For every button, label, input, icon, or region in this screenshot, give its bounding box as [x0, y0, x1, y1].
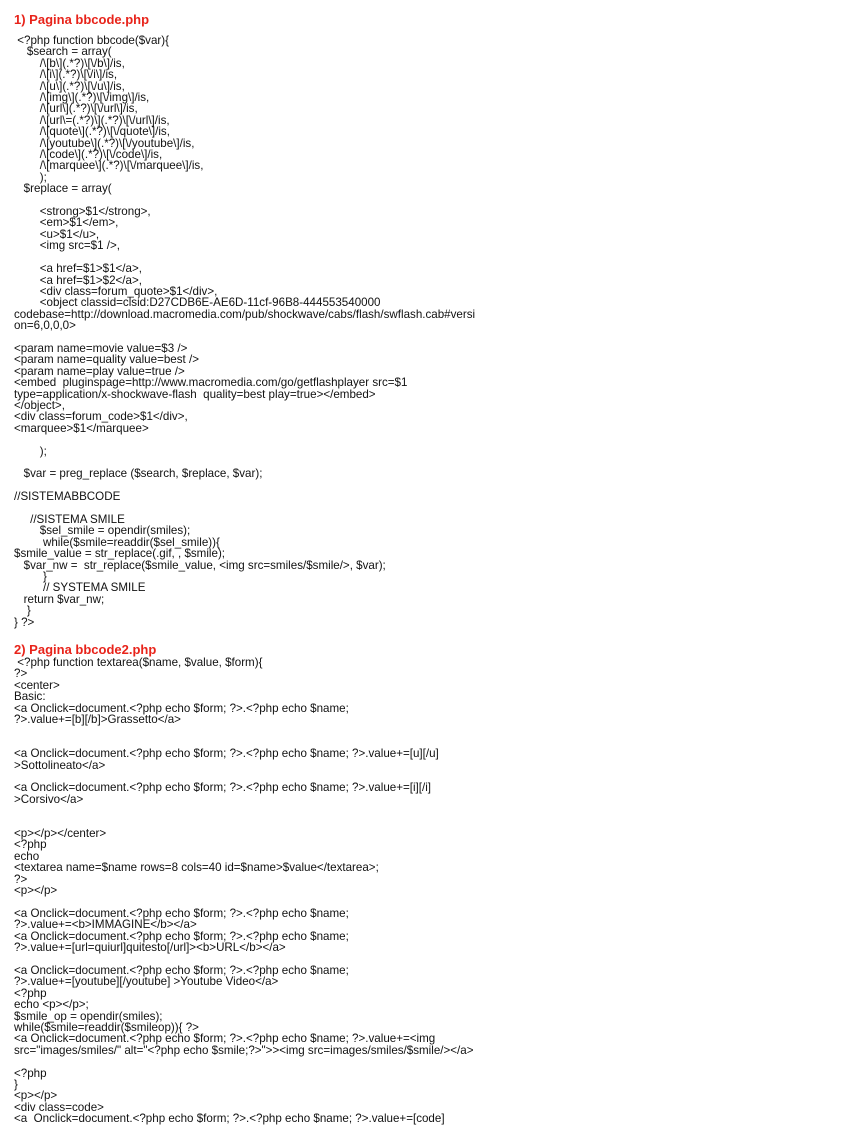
- code-line: <p></p>: [14, 1089, 58, 1103]
- code-line: }: [14, 1077, 18, 1091]
- code-line: //SISTEMABBCODE: [14, 490, 121, 504]
- code-line: <a href=$1>$1</a>,: [14, 262, 142, 276]
- code-line: /\[b\](.*?)\[\/b\]/is,: [14, 56, 125, 70]
- code-line: /\[youtube\](.*?)\[\/youtube\]/is,: [14, 136, 195, 150]
- code-line: >Corsivo</a>: [14, 792, 84, 806]
- code-line: ?>: [14, 872, 28, 886]
- code-line: /\[img\](.*?)\[\/img\]/is,: [14, 91, 150, 105]
- code-line: <img src=$1 />,: [14, 239, 120, 253]
- code-line: <?php: [14, 838, 47, 852]
- code-line: <p></p>: [14, 884, 58, 898]
- code-line: echo <p></p>;: [14, 998, 89, 1012]
- code-line: );: [14, 444, 47, 458]
- code-line: }: [14, 604, 31, 618]
- code-line: [14, 434, 836, 445]
- code-line: [14, 805, 836, 816]
- code-line: <a Onclick=document.<?php echo $form; ?>.<?php echo $name; ?>.value+=<img: [14, 1032, 436, 1046]
- code-line: <center>: [14, 678, 60, 692]
- code-line: $smile_value = str_replace(.gif, , $smile);: [14, 547, 226, 561]
- code-line: return $var_nw;: [14, 592, 105, 606]
- code-line: [14, 725, 836, 736]
- code-line: /\[url\=(.*?)\](.*?)\[\/url\]/is,: [14, 113, 170, 127]
- code-line: } ?>: [14, 615, 35, 629]
- code-line: [14, 503, 836, 514]
- code-line: <div class=forum_quote>$1</div>,: [14, 284, 218, 298]
- code-line: <a Onclick=document.<?php echo $form; ?>.<?php echo $name; ?>.value+=[i][/i]: [14, 781, 432, 795]
- code-line: <a Onclick=document.<?php echo $form; ?>.<?php echo $name;: [14, 906, 349, 920]
- code-line: codebase=http://download.macromedia.com/pub/shockwave/cabs/flash/swflash.cab#versi: [14, 307, 476, 321]
- code-line: >Sottolineato</a>: [14, 758, 106, 772]
- code-line: [14, 1056, 836, 1067]
- code-line: ?>.value+=[url=quiurl]quitesto[/url]><b>URL</b></a>: [14, 941, 286, 955]
- code-line: </object>,: [14, 398, 65, 412]
- code-line: <div class=code>: [14, 1100, 104, 1114]
- code-line: <?php: [14, 1066, 47, 1080]
- code-line: <param name=quality value=best />: [14, 353, 199, 367]
- code-line: type=application/x-shockwave-flash quality=best play=true></embed>: [14, 387, 376, 401]
- code-line: $var = preg_replace ($search, $replace, $var);: [14, 467, 263, 481]
- code-line: src="images/smiles/" alt="<?php echo $smile;?>">><img src=images/smiles/$smile/></a>: [14, 1043, 474, 1057]
- code-line: echo: [14, 849, 40, 863]
- code-line: // SYSTEMA SMILE: [14, 581, 146, 595]
- code-line: <a Onclick=document.<?php echo $form; ?>.<?php echo $name; ?>.value+=[code]: [14, 1112, 445, 1125]
- code-line: //SISTEMA SMILE: [14, 512, 125, 526]
- code-line: <a href=$1>$2</a>,: [14, 273, 142, 287]
- code-line: ?>.value+=<b>IMMAGINE</b></a>: [14, 918, 197, 932]
- code-line: /\[code\](.*?)\[\/code\]/is,: [14, 148, 163, 162]
- code-line: /\[i\](.*?)\[\/i\]/is,: [14, 68, 118, 82]
- code-line: /\[quote\](.*?)\[\/quote\]/is,: [14, 125, 170, 139]
- code-line: $search = array(: [14, 45, 112, 59]
- code-line: <marquee>$1</marquee>: [14, 421, 149, 435]
- code-line: <textarea name=$name rows=8 cols=40 id=$name>$value</textarea>;: [14, 861, 379, 875]
- code-line: $sel_smile = opendir(smiles);: [14, 524, 191, 538]
- code-line: <a Onclick=document.<?php echo $form; ?>.<?php echo $name;: [14, 929, 349, 943]
- code-line: ?>.value+=[youtube][/youtube] >Youtube Video</a>: [14, 975, 279, 989]
- code-line: <a Onclick=document.<?php echo $form; ?>.<?php echo $name;: [14, 701, 349, 715]
- code-line: <?php function textarea($name, $value, $form){: [14, 656, 263, 670]
- code-line: /\[url\](.*?)\[\/url\]/is,: [14, 102, 138, 116]
- code-line: <u>$1</u>,: [14, 227, 100, 241]
- code-line: /\[marquee\](.*?)\[\/marquee\]/is,: [14, 159, 204, 173]
- code-line: <em>$1</em>,: [14, 216, 119, 230]
- code-line: on=6,0,0,0>: [14, 319, 76, 333]
- code-line: ?>.value+=[b][/b]>Grassetto</a>: [14, 713, 181, 727]
- code-line: [14, 817, 836, 828]
- section-1-heading: 1) Pagina bbcode.php: [14, 12, 150, 27]
- code-line: <embed pluginspage=http://www.macromedia.com/go/getflashplayer src=$1: [14, 376, 408, 390]
- code-line: ?>: [14, 667, 28, 681]
- code-line: <?php: [14, 986, 47, 1000]
- code-line: <a Onclick=document.<?php echo $form; ?>.<?php echo $name;: [14, 963, 349, 977]
- code-line: }: [14, 569, 47, 583]
- code-line: <strong>$1</strong>,: [14, 205, 151, 219]
- section-1-code: [14, 35, 836, 628]
- code-line: <a Onclick=document.<?php echo $form; ?>.<?php echo $name; ?>.value+=[u][/u]: [14, 747, 439, 761]
- code-line: <div class=forum_code>$1</div>,: [14, 410, 188, 424]
- code-line: $var_nw = str_replace($smile_value, <img src=smiles/$smile/>, $var);: [14, 558, 386, 572]
- code-line: $replace = array(: [14, 182, 112, 196]
- code-line: [14, 480, 836, 491]
- code-line: <object classid=clsid:D27CDB6E-AE6D-11cf-96B8-444553540000: [14, 296, 381, 310]
- code-line: while($smile=readdir($sel_smile)){: [14, 535, 220, 549]
- code-line: <param name=play value=true />: [14, 364, 185, 378]
- code-line: );: [14, 170, 47, 184]
- code-line: <p></p></center>: [14, 827, 107, 841]
- code-line: <?php function bbcode($var){: [14, 34, 170, 47]
- code-line: Basic:: [14, 690, 46, 704]
- code-line: $smile_op = opendir(smiles);: [14, 1009, 163, 1023]
- section-2-code: [14, 657, 836, 1125]
- code-line: /\[u\](.*?)\[\/u\]/is,: [14, 79, 125, 93]
- code-line: while($smile=readdir($smileop)){ ?>: [14, 1020, 199, 1034]
- code-line: <param name=movie value=$3 />: [14, 341, 188, 355]
- section-2-heading: 2) Pagina bbcode2.php: [14, 642, 157, 658]
